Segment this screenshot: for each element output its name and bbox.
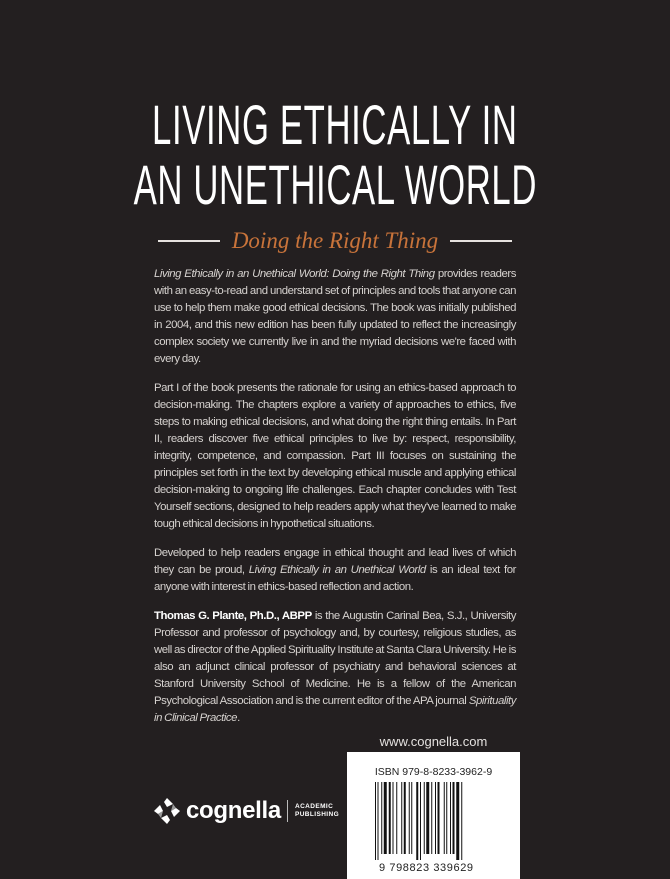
publisher-tagline bbox=[295, 803, 339, 819]
paragraph-contents: Part I of the book presents the rationale for using an ethics-based approach to decision-making. The chapters explore a variety of approaches to ethics, five steps to making ethical decisions, and what doing the right thing entails. In Part II, readers discover five ethical principles to live by: respect, responsibility, integrity, competence, and compassion. Part III focuses on sustaining the principles set forth in the text by developing ethical muscle and applying ethical decision-making to ongoing life challenges. Each chapter concludes with Test Yourself sections, designed to help readers apply what they've learned to make tough ethical decisions in hypothetical situations. bbox=[154, 382, 516, 530]
subtitle bbox=[0, 228, 670, 254]
logo-divider bbox=[287, 800, 288, 822]
audience-text: Developed to help readers engage in ethical thought and lead lives of which they can be proud, bbox=[154, 547, 516, 576]
barcode-bar bbox=[393, 782, 394, 854]
audience-text-end: is an ideal text for anyone with interest in ethics-based reflection and action. bbox=[154, 564, 516, 593]
paragraph-author-bio bbox=[154, 608, 516, 727]
barcode-bar bbox=[446, 782, 447, 854]
tagline-2: PUBLISHING bbox=[294, 811, 340, 818]
barcode-digits: 9 798823 339629 bbox=[379, 862, 474, 874]
barcode-bar bbox=[384, 782, 387, 854]
subtitle-rule-right bbox=[450, 240, 512, 242]
barcode-bar bbox=[381, 782, 382, 854]
tagline-1: ACADEMIC bbox=[294, 803, 334, 810]
barcode-bar bbox=[404, 782, 406, 854]
barcode-bar bbox=[444, 782, 445, 854]
barcode-bar bbox=[378, 782, 379, 860]
barcode-bar bbox=[435, 782, 436, 854]
barcode-bar bbox=[420, 782, 421, 860]
title-line-2: AN UNETHICAL WORLD bbox=[133, 153, 537, 216]
barcode-bar bbox=[431, 782, 432, 854]
summary-text: provides readers with an easy-to-read and understand set of principles and tools that anyone can use to help them make good ethical decisions. The book was initially published in 2004, and this new edition has been fully updated to reflect the increasingly complex society we currently live in and the myriad decisions we're faced with every day. bbox=[154, 268, 516, 365]
barcode-box bbox=[347, 752, 520, 879]
barcode-bar bbox=[426, 782, 429, 854]
barcode-bar bbox=[453, 782, 455, 854]
barcode-image bbox=[375, 782, 493, 860]
cognella-flower-icon bbox=[152, 796, 182, 826]
bio-text: is the Augustin Carinal Bea, S.J., University Professor and professor of psychology and, by courtesy, religious studies, as well as director of the Applied Spirituality Institute at Santa Clara University. He is also an adjunct clinical professor of psychiatry and behavioral sciences at Stanford University School of Medicine. He is a fellow of the American Psychological Association and is the current editor of the APA journal bbox=[154, 610, 516, 707]
title-line-1: LIVING ETHICALLY IN bbox=[152, 93, 518, 156]
author-name: Thomas G. Plante, Ph.D., ABPP bbox=[154, 610, 312, 622]
barcode-bar bbox=[375, 782, 376, 860]
bio-end: . bbox=[237, 712, 240, 724]
paragraph-summary bbox=[154, 266, 516, 368]
barcode-bar bbox=[401, 782, 402, 854]
barcode-bar bbox=[450, 782, 451, 854]
paragraph-audience bbox=[154, 545, 516, 596]
subtitle-rule-left bbox=[158, 240, 220, 242]
barcode-bar bbox=[456, 782, 459, 860]
barcode-bar bbox=[461, 782, 462, 860]
barcode-bar bbox=[424, 782, 425, 854]
publisher-name: cognella bbox=[186, 797, 281, 824]
subtitle-text: Doing the Right Thing bbox=[231, 228, 439, 253]
barcode-bar bbox=[416, 782, 418, 860]
publisher-logo bbox=[152, 796, 339, 826]
publisher-website: www.cognella.com bbox=[379, 734, 488, 749]
book-title-italic: Living Ethically in an Unethical World: Doing the Right Thing bbox=[154, 268, 435, 280]
barcode-bar bbox=[389, 782, 391, 854]
book-title-italic: Living Ethically in an Unethical World bbox=[248, 564, 426, 576]
journal-title: Spirituality in Clinical Practice bbox=[154, 695, 516, 724]
barcode-bar bbox=[409, 782, 410, 854]
isbn: ISBN 979-8-8233-3962-9 bbox=[374, 766, 493, 778]
barcode-bar bbox=[438, 782, 440, 854]
barcode-bar bbox=[396, 782, 397, 854]
description bbox=[154, 266, 516, 739]
barcode-bar bbox=[411, 782, 412, 854]
